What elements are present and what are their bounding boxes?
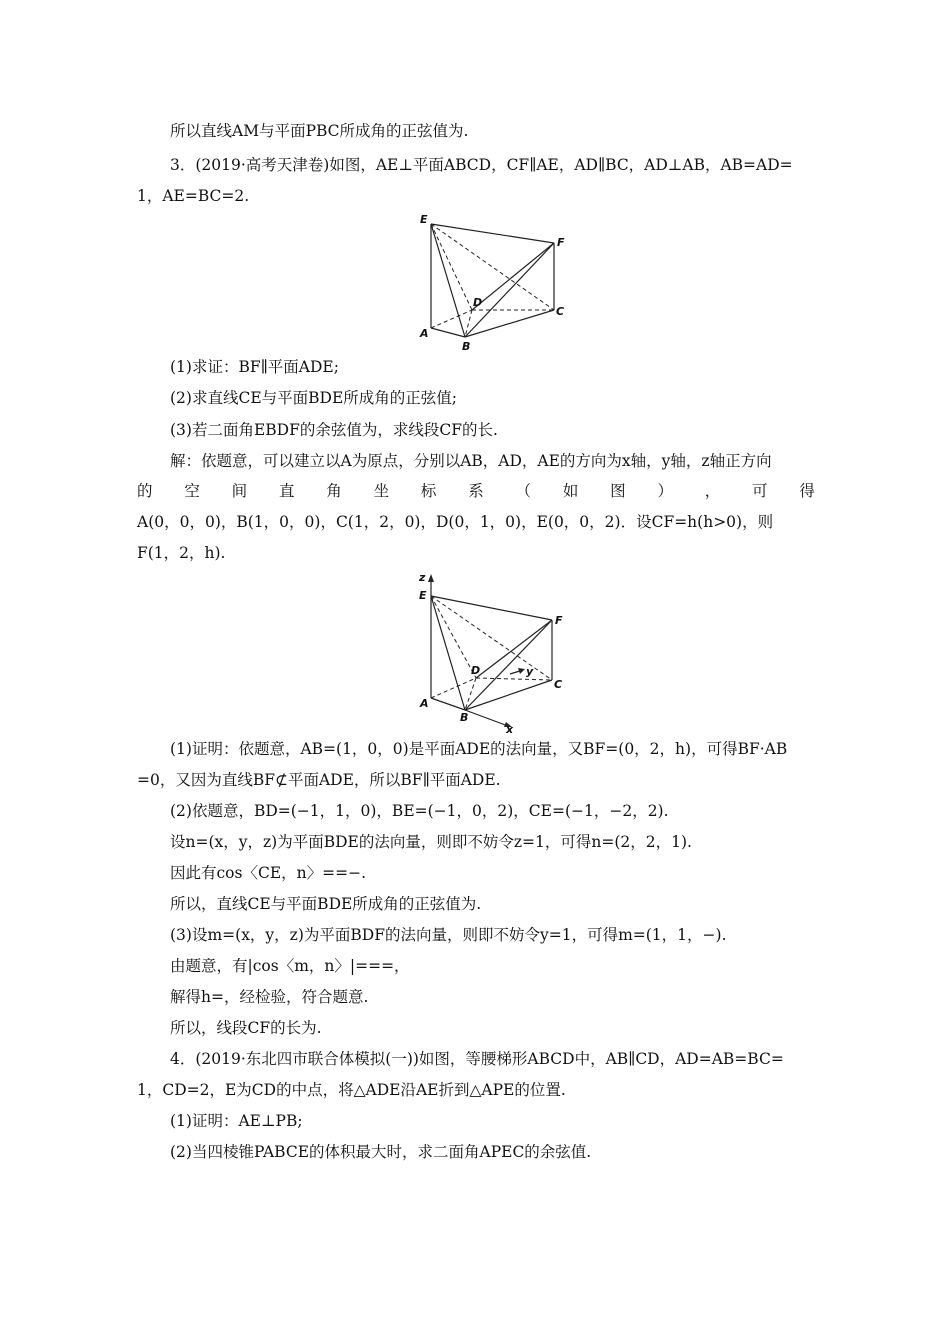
question-3: (3)若二面角EBDF的余弦值为，求线段CF的长. [170, 421, 498, 439]
label-A: A [420, 327, 429, 340]
char: 坐 [373, 482, 390, 500]
coordinates-line: A(0，0，0)，B(1，0，0)，C(1，2，0)，D(0，1，0)，E(0，0，2)．设CF=h(h>0)，则 [137, 513, 774, 531]
text-line: 所以，线段CF的长为. [170, 1019, 322, 1037]
label-B: B [460, 711, 469, 724]
text-line: =0，又因为直线BF⊄平面ADE，所以BF∥平面ADE. [137, 771, 501, 789]
char: ， [704, 482, 721, 500]
proof-1: (1)证明：依题意，AB=(1，0，0)是平面ADE的法向量，又BF=(0，2，h)，可得BF·AB [170, 740, 788, 758]
text-line: 由题意，有|cos〈m，n〉|===， [170, 957, 410, 975]
question-1: (1)求证：BF∥平面ADE; [170, 358, 339, 376]
char: ） [657, 482, 673, 500]
geometry-figure-2 [410, 570, 580, 735]
text-line: 解得h=，经检验，符合题意. [170, 988, 369, 1006]
char: 标 [420, 482, 437, 500]
label-F: F [557, 236, 565, 249]
char: 的 [137, 482, 153, 500]
question-1: (1)证明：AE⊥PB; [170, 1112, 303, 1130]
char: 得 [799, 482, 815, 500]
text-line: 所以直线AM与平面PBC所成角的正弦值为. [170, 122, 469, 140]
text-line: 因此有cos〈CE，n〉==−. [170, 864, 367, 882]
char: 空 [184, 482, 200, 500]
label-C: C [554, 678, 563, 691]
char: 角 [326, 482, 342, 500]
axis-label-z: z [419, 571, 426, 584]
char: 可 [752, 482, 768, 500]
text-line: 1，AE=BC=2. [137, 187, 250, 205]
label-D: D [471, 664, 481, 677]
label-A: A [420, 697, 429, 710]
proof-3: (3)设m=(x，y，z)为平面BDF的法向量，则即不妨令y=1，可得m=(1，1，−). [170, 926, 727, 944]
label-F: F [555, 614, 563, 627]
label-E: E [419, 589, 427, 602]
char: （ [515, 482, 532, 500]
problem-4-statement: 4．(2019·东北四市联合体模拟(一))如图，等腰梯形ABCD中，AB∥CD，AD=AB=BC= [170, 1050, 784, 1068]
text-line: 所以，直线CE与平面BDE所成角的正弦值为. [170, 895, 482, 913]
text-line: 设n=(x，y，z)为平面BDE的法向量，则即不妨令z=1，可得n=(2，2，1). [170, 833, 692, 851]
proof-2: (2)依题意，BD=(−1，1，0)，BE=(−1，0，2)，CE=(−1，−2，2). [170, 802, 669, 820]
geometry-figure-1 [410, 210, 580, 355]
question-2: (2)当四棱锥PABCE的体积最大时，求二面角APEC的余弦值. [170, 1143, 592, 1161]
label-B: B [462, 340, 471, 353]
char: 如 [562, 482, 579, 500]
char: 系 [468, 482, 484, 500]
char: 间 [231, 482, 248, 500]
question-2: (2)求直线CE与平面BDE所成角的正弦值; [170, 389, 457, 407]
char: 直 [278, 482, 295, 500]
char: 图 [610, 482, 626, 500]
solution-intro: 解：依题意，可以建立以A为原点，分别以AB，AD，AE的方向为x轴，y轴，z轴正方向 [170, 452, 772, 470]
label-E: E [420, 213, 428, 226]
axis-label-x: x [506, 723, 514, 735]
text-line: F(1，2，h). [137, 544, 226, 562]
text-line: 1，CD=2，E为CD的中点，将△ADE沿AE折到△APE的位置. [137, 1081, 566, 1099]
problem-3-statement: 3．(2019·高考天津卷)如图，AE⊥平面ABCD，CF∥AE，AD∥BC，AD⊥AB，AB=AD= [170, 156, 793, 174]
axis-label-y: y [526, 665, 534, 678]
label-C: C [556, 305, 565, 318]
label-D: D [473, 296, 483, 309]
justified-line [137, 481, 815, 501]
